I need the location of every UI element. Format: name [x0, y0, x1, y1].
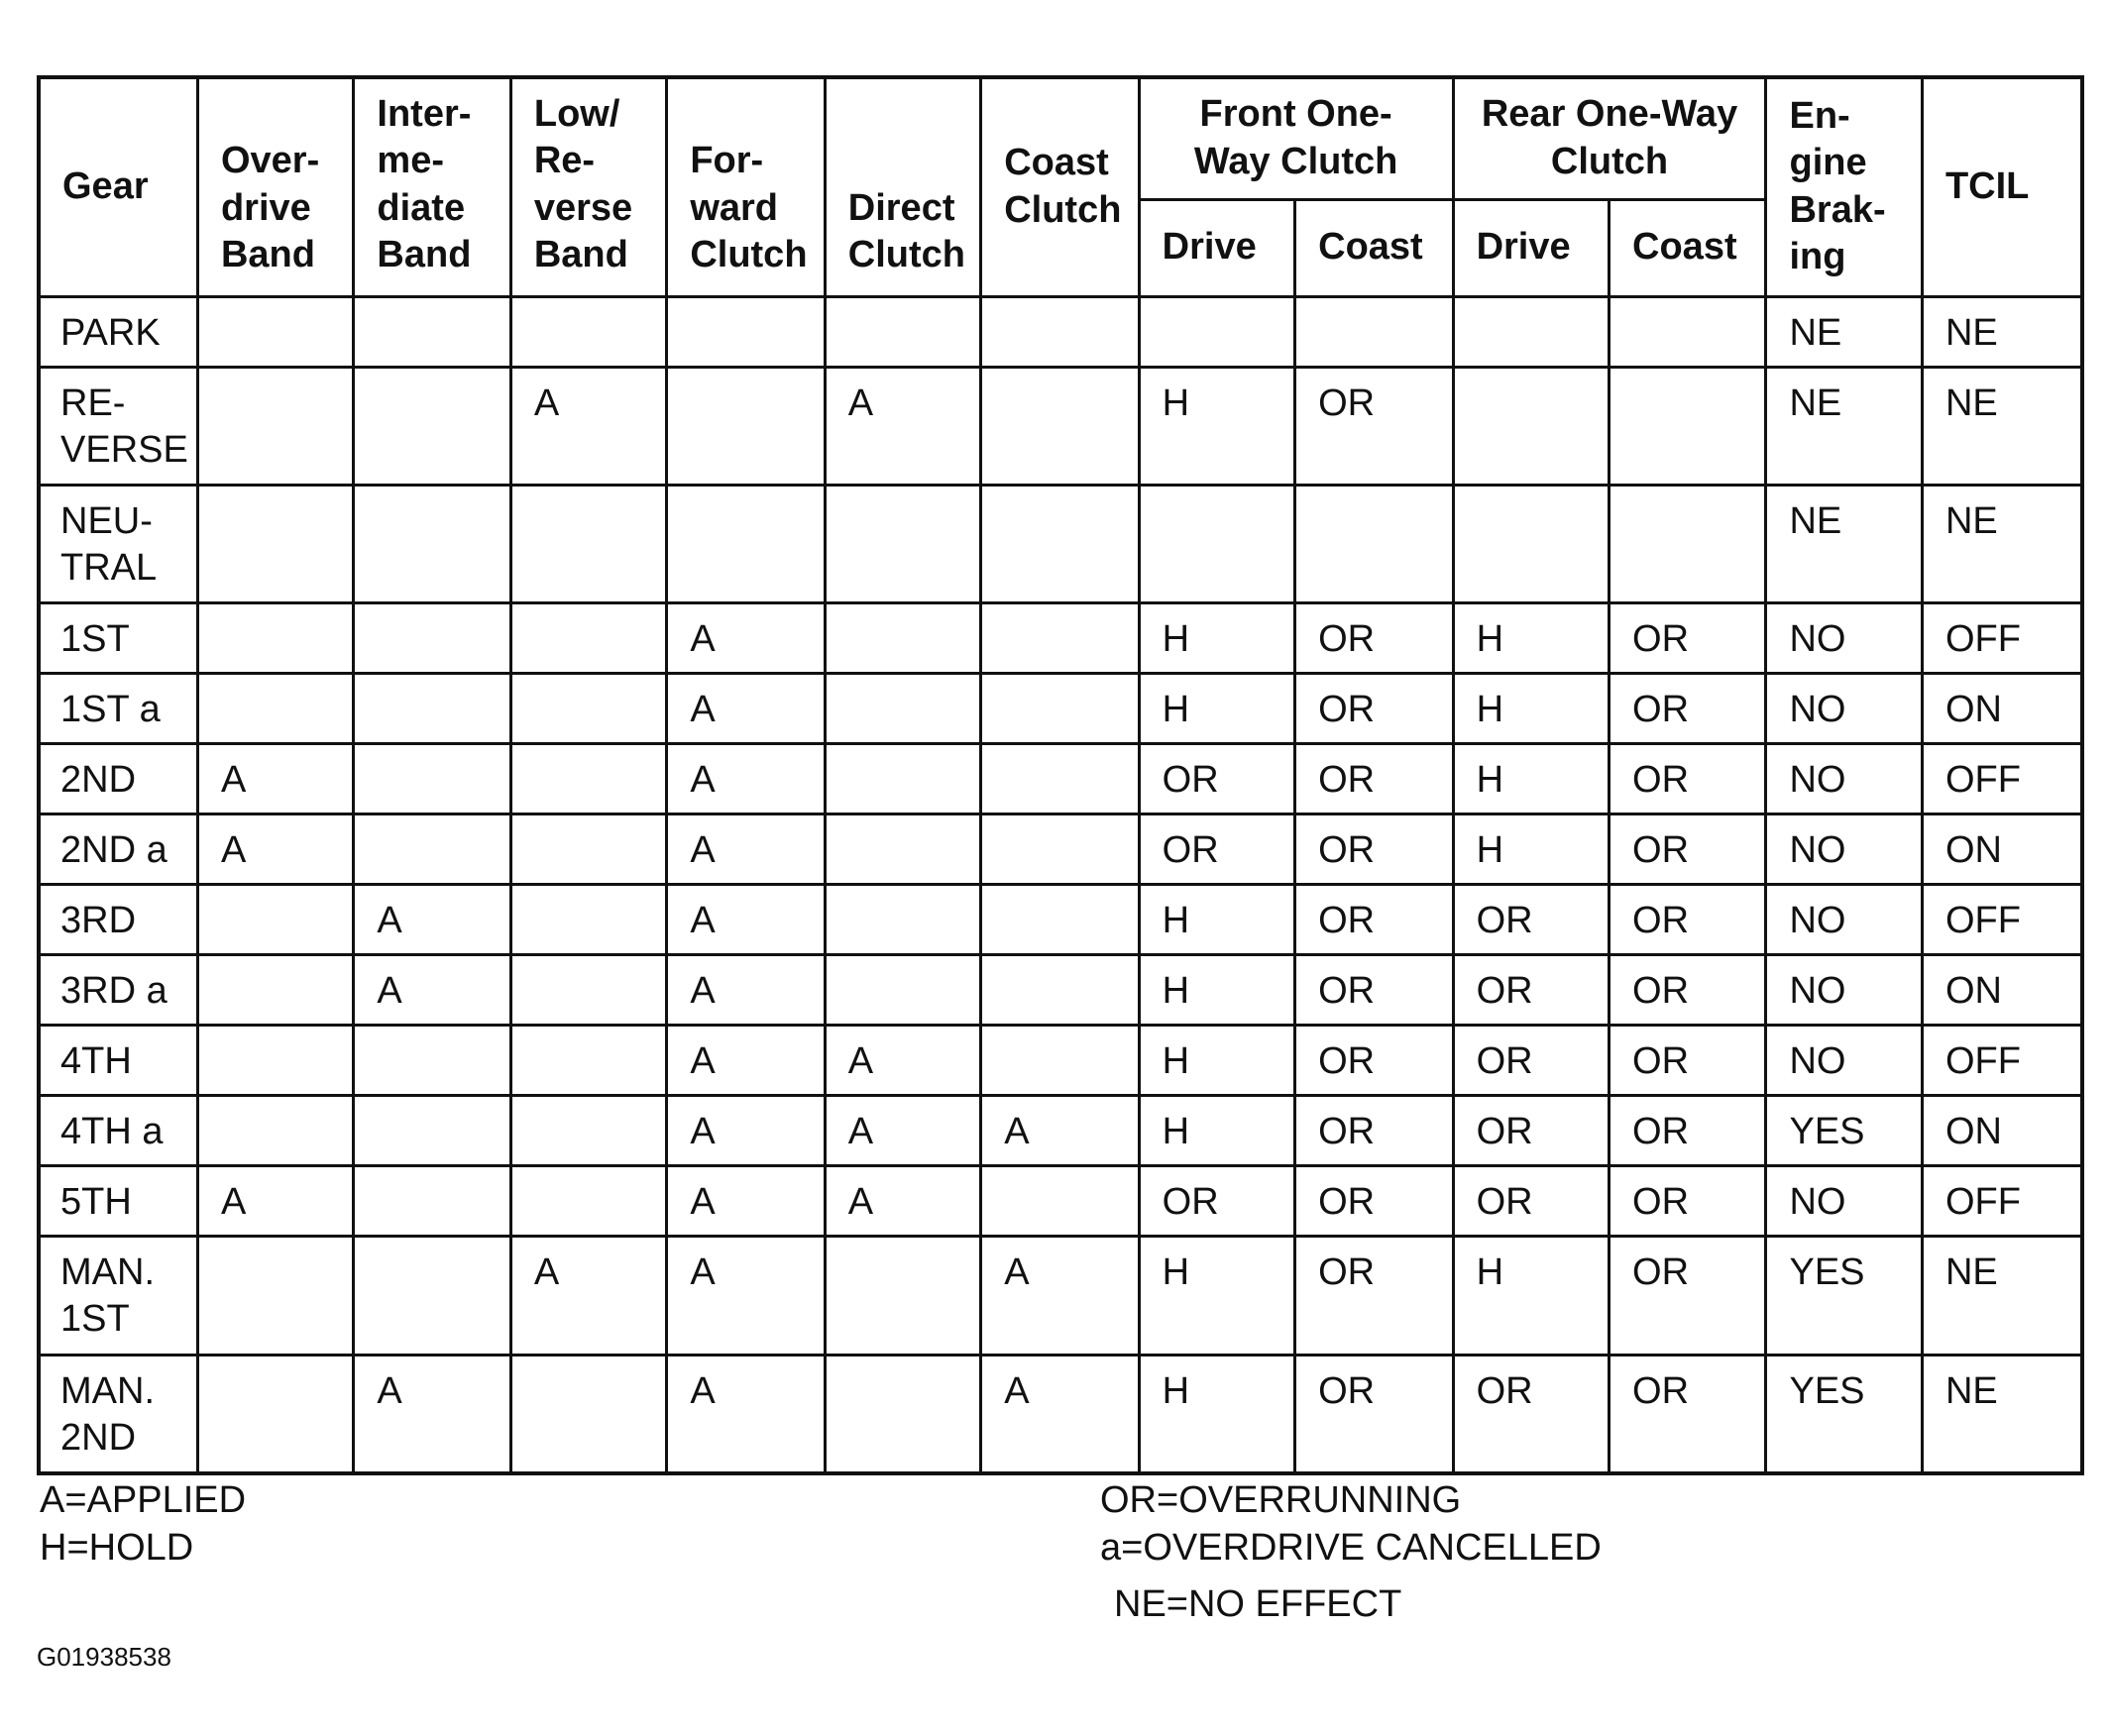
table-cell — [197, 1025, 353, 1095]
table-cell — [510, 485, 666, 602]
table-cell: OR — [1295, 673, 1453, 743]
table-cell: OR — [1610, 673, 1766, 743]
table-cell: NE — [1766, 367, 1922, 485]
table-cell — [510, 743, 666, 814]
table-cell: OR — [1610, 1236, 1766, 1355]
gear-cell: 5TH — [39, 1165, 197, 1236]
table-cell: OR — [1453, 1095, 1609, 1165]
table-cell — [354, 814, 510, 884]
table-cell — [1453, 296, 1609, 367]
header-front-coast: Coast — [1295, 199, 1453, 296]
table-row — [39, 673, 2082, 743]
table-cell — [354, 1236, 510, 1355]
table-cell: OR — [1453, 1355, 1609, 1473]
table-cell — [1139, 485, 1294, 602]
table-cell: OFF — [1922, 1165, 2082, 1236]
header-intermediate-band: Inter- me- diate Band — [354, 77, 510, 296]
table-cell — [981, 296, 1139, 367]
table-cell: A — [354, 954, 510, 1025]
table-cell: YES — [1766, 1236, 1922, 1355]
table-cell: OFF — [1922, 884, 2082, 954]
table-cell: ON — [1922, 1095, 2082, 1165]
legend-applied: A=APPLIED — [40, 1479, 247, 1521]
table-cell: NE — [1922, 1236, 2082, 1355]
table-cell: NO — [1766, 954, 1922, 1025]
table-cell: YES — [1766, 1095, 1922, 1165]
table-cell: NO — [1766, 743, 1922, 814]
header-gear: Gear — [39, 77, 197, 296]
table-cell: H — [1453, 1236, 1609, 1355]
table-cell — [197, 1236, 353, 1355]
header-rear-coast: Coast — [1610, 199, 1766, 296]
table-row — [39, 485, 2082, 602]
table-cell: A — [667, 1236, 825, 1355]
table-cell — [510, 1095, 666, 1165]
table-cell — [510, 296, 666, 367]
table-cell — [510, 954, 666, 1025]
header-direct-clutch: Direct Clutch — [825, 77, 980, 296]
table-row — [39, 1095, 2082, 1165]
table-cell: OR — [1610, 743, 1766, 814]
table-cell: A — [197, 1165, 353, 1236]
table-cell: H — [1139, 367, 1294, 485]
table-cell — [981, 743, 1139, 814]
table-cell — [981, 1165, 1139, 1236]
table-cell — [667, 367, 825, 485]
table-cell — [197, 602, 353, 673]
table-cell: A — [510, 367, 666, 485]
table-cell — [825, 602, 980, 673]
table-cell: NO — [1766, 602, 1922, 673]
legend-hold: H=HOLD — [40, 1527, 194, 1569]
table-cell: H — [1139, 1236, 1294, 1355]
table-cell — [197, 954, 353, 1025]
table-cell: A — [981, 1355, 1139, 1473]
table-cell: A — [981, 1095, 1139, 1165]
table-cell: OR — [1453, 1165, 1609, 1236]
header-low-reverse-band: Low/ Re- verse Band — [510, 77, 666, 296]
table-cell — [981, 673, 1139, 743]
table-cell — [510, 602, 666, 673]
header-engine-braking: En- gine Brak- ing — [1766, 77, 1922, 296]
table-cell — [197, 884, 353, 954]
table-cell: A — [667, 1355, 825, 1473]
header-tcil: TCIL — [1922, 77, 2082, 296]
table-cell: A — [667, 814, 825, 884]
table-cell: H — [1453, 673, 1609, 743]
table-cell — [197, 673, 353, 743]
table-cell: A — [825, 1165, 980, 1236]
table-cell: OR — [1295, 1095, 1453, 1165]
table-cell: A — [667, 1095, 825, 1165]
table-cell: OFF — [1922, 743, 2082, 814]
table-cell — [1610, 485, 1766, 602]
legend-no-effect: NE=NO EFFECT — [1114, 1583, 1402, 1625]
table-cell: OR — [1295, 884, 1453, 954]
table-cell: A — [667, 673, 825, 743]
table-cell — [197, 296, 353, 367]
table-cell — [1453, 367, 1609, 485]
table-cell — [510, 1165, 666, 1236]
table-cell: H — [1453, 743, 1609, 814]
table-cell: OR — [1295, 1236, 1453, 1355]
table-cell: A — [667, 1025, 825, 1095]
table-cell: NE — [1922, 1355, 2082, 1473]
table-cell — [825, 743, 980, 814]
table-cell: OR — [1139, 814, 1294, 884]
table-cell: A — [667, 954, 825, 1025]
header-front-one-way-clutch: Front One- Way Clutch — [1139, 77, 1453, 199]
table-cell: OR — [1453, 1025, 1609, 1095]
table-cell — [825, 814, 980, 884]
table-cell: OR — [1610, 884, 1766, 954]
table-cell: A — [981, 1236, 1139, 1355]
table-cell: NO — [1766, 884, 1922, 954]
header-coast-clutch: Coast Clutch — [981, 77, 1139, 296]
table-cell: ON — [1922, 954, 2082, 1025]
table-cell: OR — [1295, 1355, 1453, 1473]
table-body — [39, 296, 2082, 1473]
table-cell: H — [1139, 1095, 1294, 1165]
table-cell — [825, 296, 980, 367]
legend-overrunning: OR=OVERRUNNING — [1100, 1479, 1462, 1521]
table-cell: A — [825, 367, 980, 485]
table-cell: H — [1139, 673, 1294, 743]
gear-cell: MAN. 2ND — [39, 1355, 197, 1473]
gear-cell: 3RD a — [39, 954, 197, 1025]
table-row — [39, 602, 2082, 673]
header-overdrive-band: Over- drive Band — [197, 77, 353, 296]
table-cell — [354, 602, 510, 673]
table-cell: A — [667, 1165, 825, 1236]
table-cell — [197, 1095, 353, 1165]
table-cell — [825, 673, 980, 743]
table-cell: A — [667, 743, 825, 814]
table-cell — [667, 296, 825, 367]
gear-cell: 2ND a — [39, 814, 197, 884]
table-cell: NE — [1922, 485, 2082, 602]
table-cell: A — [667, 884, 825, 954]
table-cell: OR — [1610, 814, 1766, 884]
table-row — [39, 1165, 2082, 1236]
gear-cell: PARK — [39, 296, 197, 367]
table-cell: H — [1139, 884, 1294, 954]
table-row — [39, 1355, 2082, 1473]
table-cell — [825, 954, 980, 1025]
table-cell: A — [197, 743, 353, 814]
table-cell — [1610, 296, 1766, 367]
table-cell: NO — [1766, 1025, 1922, 1095]
table-cell — [510, 884, 666, 954]
figure-id: G01938538 — [37, 1642, 171, 1672]
table-cell: ON — [1922, 814, 2082, 884]
table-cell: NO — [1766, 673, 1922, 743]
table-cell: H — [1453, 814, 1609, 884]
clutch-band-application-table — [37, 75, 2084, 1475]
table-cell — [981, 814, 1139, 884]
table-cell: OR — [1139, 1165, 1294, 1236]
table-cell: OR — [1453, 884, 1609, 954]
gear-cell: 2ND — [39, 743, 197, 814]
table-cell — [197, 485, 353, 602]
table-row — [39, 954, 2082, 1025]
table-cell: OR — [1295, 367, 1453, 485]
table-cell: NE — [1922, 367, 2082, 485]
table-cell: OR — [1610, 602, 1766, 673]
table-cell: H — [1139, 1355, 1294, 1473]
table-cell: H — [1139, 954, 1294, 1025]
table-cell — [825, 485, 980, 602]
table-cell: OR — [1610, 1095, 1766, 1165]
table-cell: A — [197, 814, 353, 884]
table-cell — [1295, 485, 1453, 602]
table-cell: OR — [1295, 814, 1453, 884]
table-cell: A — [667, 602, 825, 673]
table-row — [39, 743, 2082, 814]
table-cell — [354, 743, 510, 814]
table-cell — [354, 296, 510, 367]
table-cell — [354, 1025, 510, 1095]
table-cell: A — [354, 884, 510, 954]
table-cell: OR — [1610, 1165, 1766, 1236]
table-cell: OR — [1295, 1165, 1453, 1236]
table-cell — [510, 814, 666, 884]
table-cell: OR — [1295, 954, 1453, 1025]
table-cell: YES — [1766, 1355, 1922, 1473]
table-cell — [1139, 296, 1294, 367]
table-row — [39, 1025, 2082, 1095]
table-cell — [1295, 296, 1453, 367]
table-cell — [354, 1165, 510, 1236]
table-cell — [981, 367, 1139, 485]
table-cell: H — [1453, 602, 1609, 673]
header-forward-clutch: For- ward Clutch — [667, 77, 825, 296]
table-cell: A — [825, 1095, 980, 1165]
gear-cell: 3RD — [39, 884, 197, 954]
table-cell — [510, 1355, 666, 1473]
gear-cell: 4TH a — [39, 1095, 197, 1165]
table-cell — [981, 485, 1139, 602]
table-cell: OFF — [1922, 1025, 2082, 1095]
table-cell — [981, 1025, 1139, 1095]
gear-cell: RE- VERSE — [39, 367, 197, 485]
header-rear-drive: Drive — [1453, 199, 1609, 296]
table-cell — [825, 1355, 980, 1473]
table-cell — [510, 1025, 666, 1095]
table-cell: OR — [1453, 954, 1609, 1025]
table-row — [39, 884, 2082, 954]
table-cell: NE — [1766, 296, 1922, 367]
gear-cell: 4TH — [39, 1025, 197, 1095]
table-cell: NE — [1766, 485, 1922, 602]
table-cell: OFF — [1922, 602, 2082, 673]
table-cell: NO — [1766, 814, 1922, 884]
table-cell — [1453, 485, 1609, 602]
gear-cell: MAN. 1ST — [39, 1236, 197, 1355]
table-cell: A — [354, 1355, 510, 1473]
table-cell — [197, 1355, 353, 1473]
table-cell: ON — [1922, 673, 2082, 743]
table-cell: H — [1139, 602, 1294, 673]
table-cell — [354, 485, 510, 602]
table-cell: H — [1139, 1025, 1294, 1095]
table-cell: OR — [1610, 954, 1766, 1025]
table-cell — [825, 1236, 980, 1355]
table-cell — [1610, 367, 1766, 485]
table-row — [39, 1236, 2082, 1355]
table-cell — [354, 367, 510, 485]
table-cell: OR — [1139, 743, 1294, 814]
table-cell: OR — [1610, 1355, 1766, 1473]
table-cell: OR — [1295, 1025, 1453, 1095]
table-row — [39, 814, 2082, 884]
table-cell: OR — [1295, 602, 1453, 673]
table-row — [39, 367, 2082, 485]
legend-overdrive-cancelled: a=OVERDRIVE CANCELLED — [1100, 1527, 1602, 1569]
gear-cell: 1ST — [39, 602, 197, 673]
table-cell — [197, 367, 353, 485]
table-cell — [667, 485, 825, 602]
table-cell — [981, 884, 1139, 954]
table-cell — [981, 954, 1139, 1025]
header-front-drive: Drive — [1139, 199, 1294, 296]
gear-cell: 1ST a — [39, 673, 197, 743]
table-cell: OR — [1610, 1025, 1766, 1095]
table-cell — [354, 1095, 510, 1165]
table-cell — [981, 602, 1139, 673]
table-cell: A — [510, 1236, 666, 1355]
table-cell: A — [825, 1025, 980, 1095]
table-cell — [510, 673, 666, 743]
table-cell: NO — [1766, 1165, 1922, 1236]
table-cell — [825, 884, 980, 954]
gear-cell: NEU- TRAL — [39, 485, 197, 602]
table-row — [39, 296, 2082, 367]
table-header — [39, 77, 2082, 296]
table-cell — [354, 673, 510, 743]
table-cell: OR — [1295, 743, 1453, 814]
header-rear-one-way-clutch: Rear One-Way Clutch — [1453, 77, 1766, 199]
table-cell: NE — [1922, 296, 2082, 367]
